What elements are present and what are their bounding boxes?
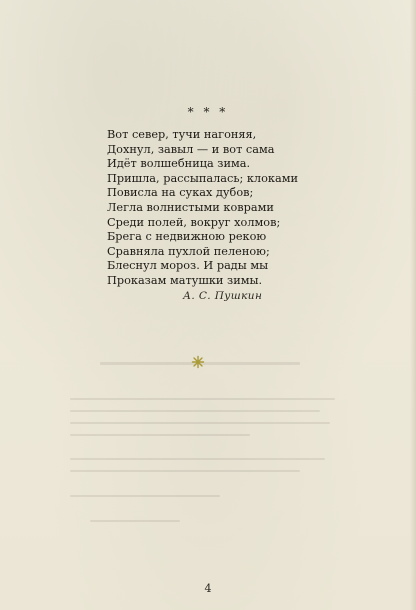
poem-line: Блеснул мороз. И рады мы <box>107 259 269 273</box>
asterism-divider: * * * <box>187 105 229 119</box>
poem-line: Идёт волшебница зима. <box>107 157 251 171</box>
snowflake-ornament-icon <box>191 355 205 369</box>
poem-line: Вот север, тучи нагоняя, <box>107 128 257 141</box>
poem-line: Легла волнистыми коврами <box>107 200 274 214</box>
page-number: 4 <box>204 582 212 595</box>
poem-author: А. С. Пушкин <box>183 290 263 302</box>
bleed-through-text <box>70 360 340 530</box>
poem-line: Повисла на суках дубов; <box>107 186 254 200</box>
poem-line: Сравняла пухлой пеленою; <box>107 244 270 258</box>
poem-line: Брега с недвижною рекою <box>107 230 267 244</box>
page-edge-shadow <box>410 0 416 610</box>
poem-line: Дохнул, завыл — и вот сама <box>107 142 275 156</box>
poem-line: Проказам матушки зимы. <box>107 273 263 287</box>
poem-line: Пришла, рассыпалась; клоками <box>107 171 299 185</box>
poem-body <box>107 128 397 289</box>
poem-line: Среди полей, вокруг холмов; <box>107 215 281 229</box>
